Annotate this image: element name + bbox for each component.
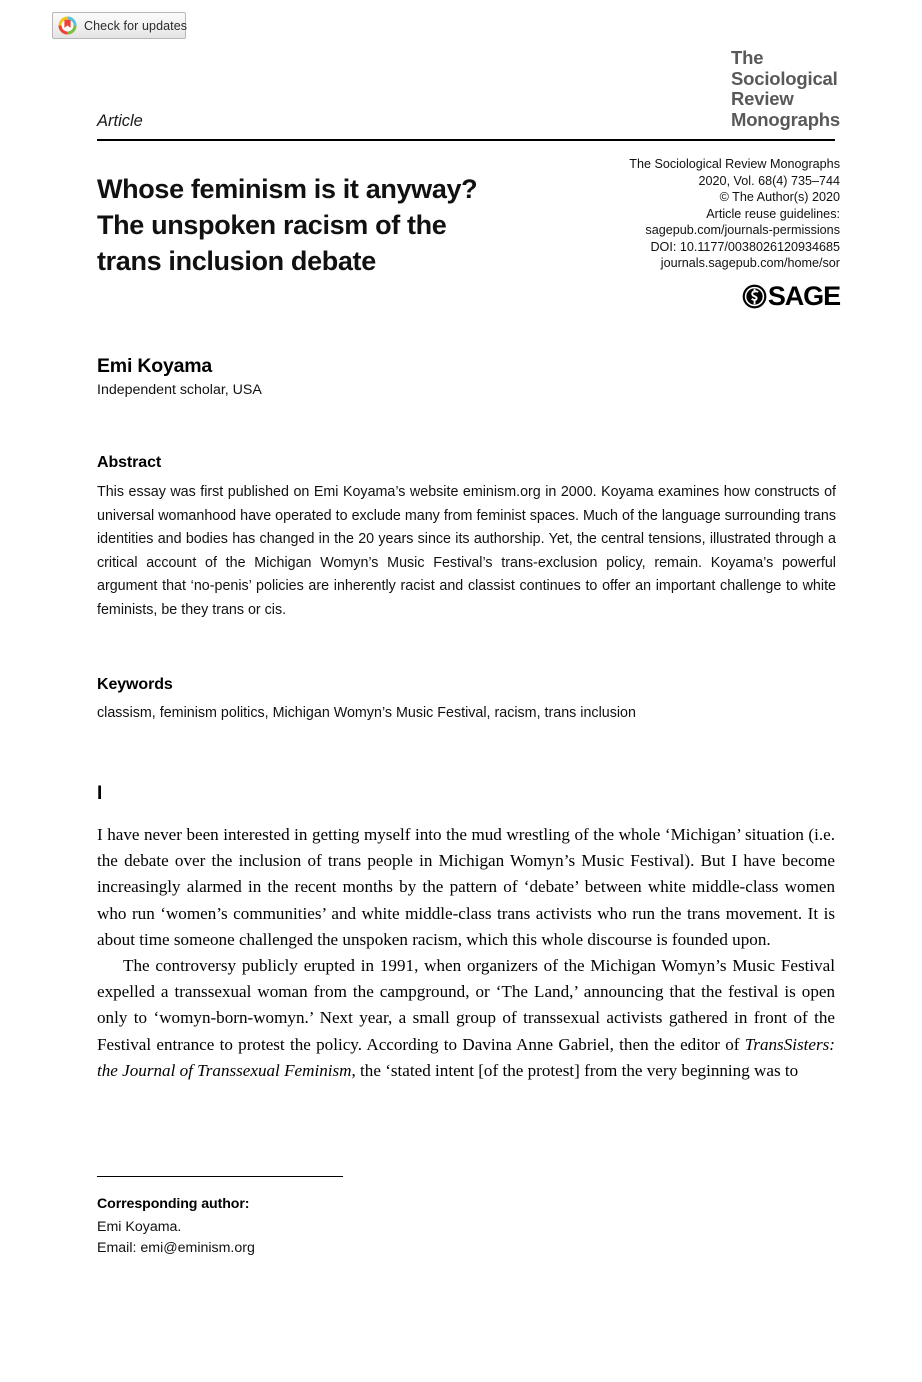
journal-logo bbox=[731, 48, 840, 130]
corresponding-author-name: Emi Koyama. bbox=[97, 1219, 182, 1235]
keywords-text: classism, feminism politics, Michigan Womyn’s Music Festival, racism, trans inclusion bbox=[97, 705, 636, 721]
body-paragraph-2-part-1: The controversy publicly erupted in 1991, when organizers of the Michigan Womyn’s Music Festival expelled a transsexual woman from the campground, or ‘The Land,’ announcing that the festival is open only to ‘womyn-born-womyn.’ Next year, a small group of transsexual activists gathered in front of the Festival entrance to protest the policy. According to Davina Anne Gabriel, then the editor of bbox=[97, 956, 835, 1054]
section-heading: I bbox=[97, 783, 103, 804]
sage-circle-s-icon bbox=[742, 284, 767, 309]
crossmark-icon bbox=[58, 16, 77, 35]
article-type-label: Article bbox=[97, 112, 143, 130]
page-title-line-3: trans inclusion debate bbox=[97, 246, 376, 276]
page-title-line-2: The unspoken racism of the bbox=[97, 210, 447, 240]
keywords-heading: Keywords bbox=[97, 676, 173, 693]
sage-wordmark: SAGE bbox=[767, 281, 840, 311]
corresponding-author-email[interactable]: Email: emi@eminism.org bbox=[97, 1240, 255, 1256]
body-paragraph-1: I have never been interested in getting myself into the mud wrestling of the whole ‘Michigan’ situation (i.e. the debate over the inclusion of trans people in Michigan Womyn’s Music Festival). But I have become increasingly alarmed in the recent months by the pattern of ‘debate’ between white middle-class women who run ‘women’s communities’ and white middle-class trans activists who run the trans movement. It is about time someone challenged the unspoken racism, which this whole discourse is founded upon. bbox=[97, 825, 835, 949]
citation-copyright: © The Author(s) 2020 bbox=[719, 190, 840, 204]
footer-divider bbox=[97, 1176, 343, 1177]
body-paragraph-2 bbox=[97, 953, 835, 1084]
body-text bbox=[97, 822, 835, 1084]
citation-journal: The Sociological Review Monographs bbox=[629, 157, 840, 171]
citation-permissions-link[interactable]: sagepub.com/journals-permissions bbox=[645, 223, 840, 237]
header-divider bbox=[97, 139, 835, 141]
journal-title-italic: TransSisters: the Journal of Transsexual Feminism bbox=[97, 1034, 835, 1080]
journal-logo-line-1: The bbox=[731, 47, 764, 68]
abstract-text: This essay was first published on Emi Koyama’s website eminism.org in 2000. Koyama examines how constructs of universal womanhood have operated to exclude many from feminist spaces. Much of the language surrounding trans identities and bodies has changed in the 20 years since its authorship. Yet, the central tensions, illustrated through a critical account of the Michigan Womyn’s Music Festival’s trans-exclusion policy, remain. Koyama’s powerful argument that ‘no-penis’ policies are inherently racist and classist continues to offer an important challenge to white feminists, be they trans or cis. bbox=[97, 484, 836, 618]
page-title-line-1: Whose feminism is it anyway? bbox=[97, 174, 478, 204]
journal-logo-line-3: Review bbox=[731, 88, 794, 109]
corresponding-author-heading: Corresponding author: bbox=[97, 1196, 250, 1212]
citation-doi[interactable]: DOI: 10.1177/0038026120934685 bbox=[650, 239, 840, 254]
check-for-updates-badge[interactable] bbox=[52, 12, 186, 39]
abstract-heading: Abstract bbox=[97, 454, 162, 471]
author-affiliation: Independent scholar, USA bbox=[97, 382, 262, 398]
check-for-updates-label: Check for updates bbox=[84, 18, 188, 33]
journal-logo-line-2: Sociological bbox=[731, 67, 838, 89]
body-paragraph-2-part-2: , the ‘stated intent [of the protest] from the very beginning was to bbox=[351, 1060, 799, 1080]
citation-home-link[interactable]: journals.sagepub.com/home/sor bbox=[660, 256, 840, 270]
citation-volume: 2020, Vol. 68(4) 735–744 bbox=[698, 173, 840, 188]
citation-block bbox=[629, 156, 840, 272]
citation-reuse-label: Article reuse guidelines: bbox=[706, 206, 840, 221]
author-name: Emi Koyama bbox=[97, 355, 213, 377]
page-title bbox=[97, 171, 577, 279]
journal-logo-line-4: Monographs bbox=[731, 108, 840, 130]
sage-logo bbox=[742, 281, 840, 312]
